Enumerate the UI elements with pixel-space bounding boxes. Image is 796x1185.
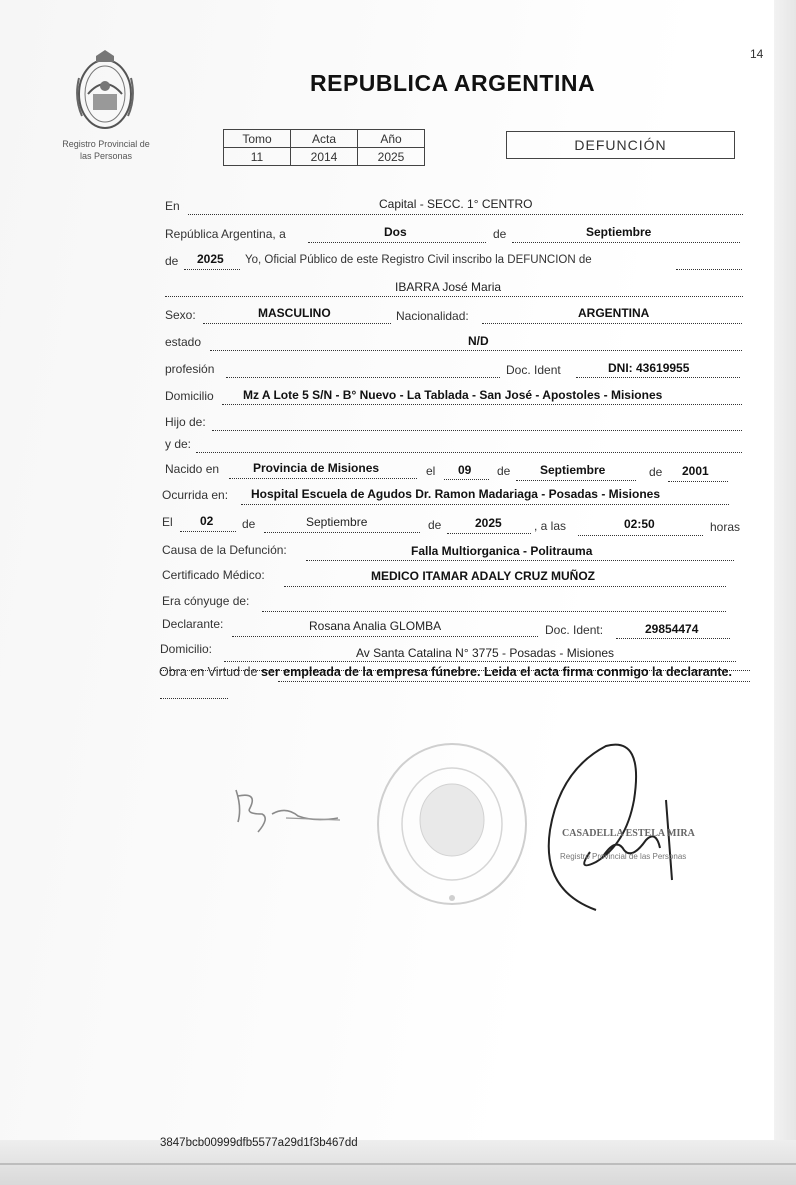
obra-paragraph (159, 664, 751, 680)
field-ocurrida-en: Hospital Escuela de Agudos Dr. Ramon Madariaga - Posadas - Misiones (251, 487, 660, 501)
label-nac-de2: de (649, 465, 663, 479)
line-oc-mes (264, 532, 420, 533)
registry-caption-line2: las Personas (79, 151, 133, 161)
field-anio: 2025 (197, 252, 224, 266)
line-yo-end (676, 269, 742, 270)
label-doc-ident2: Doc. Ident: (545, 623, 604, 637)
line-doc-ident (576, 377, 740, 378)
line-declarante-domicilio (224, 661, 736, 662)
field-hora: 02:50 (624, 517, 655, 531)
field-sexo: MASCULINO (258, 306, 331, 320)
line-ocurrida-en (241, 504, 729, 505)
registry-caption-line1: Registro Provincial de (62, 139, 150, 149)
registry-caption (56, 138, 156, 162)
line-oc-dia (180, 531, 236, 532)
label-certificado: Certificado Médico: (162, 568, 265, 582)
field-causa: Falla Multiorganica - Politrauma (411, 544, 593, 558)
label-domicilio: Domicilio (165, 389, 214, 403)
field-nombre: IBARRA José Maria (395, 280, 502, 294)
line-nac-mes (516, 480, 636, 481)
line-declarante (232, 636, 538, 637)
declarant-signature (228, 782, 348, 842)
field-nac-mes: Septiembre (540, 463, 606, 477)
field-lugar: Capital - SECC. 1° CENTRO (379, 197, 533, 211)
line-domicilio (222, 404, 742, 405)
label-de: de (493, 227, 507, 241)
page-number: 14 (750, 47, 764, 61)
label-profesion: profesión (165, 362, 215, 376)
acta-header: Acta (291, 130, 358, 148)
label-a-las: , a las (534, 519, 567, 533)
line-certificado (284, 586, 726, 587)
obra-label: Obra en Virtud de (159, 665, 258, 679)
line-nacionalidad (482, 323, 742, 324)
field-oc-dia: 02 (200, 514, 214, 528)
stamp-subtitle: Registro Provincial de las Personas (560, 852, 687, 861)
anio-value: 2025 (358, 148, 425, 166)
line-y-de (196, 452, 742, 453)
line-causa (306, 560, 734, 561)
line-hijo-de (212, 430, 742, 431)
field-estado: N/D (468, 334, 489, 348)
label-y-de: y de: (165, 437, 192, 451)
line-oc-anio (447, 533, 531, 534)
field-mes: Septiembre (586, 225, 652, 239)
label-conyuge: Era cónyuge de: (162, 594, 250, 608)
field-declarante: Rosana Analia GLOMBA (309, 619, 442, 633)
line-obra-2 (160, 698, 228, 699)
label-sexo: Sexo: (165, 308, 196, 322)
anio-header: Año (358, 130, 425, 148)
field-nac-anio: 2001 (682, 464, 709, 478)
label-estado: estado (165, 335, 202, 349)
field-domicilio: Mz A Lote 5 S/N - B° Nuevo - La Tablada - San José - Apostoles - Misiones (243, 388, 663, 402)
label-ocurrida-en: Ocurrida en: (162, 488, 229, 502)
coat-of-arms-icon (66, 48, 144, 134)
label-oc-de1: de (242, 517, 256, 531)
line-nac-anio (668, 481, 728, 482)
field-certificado: MEDICO ITAMAR ADALY CRUZ MUÑOZ (371, 569, 595, 583)
label-en: En (165, 199, 180, 213)
label-el: el (426, 464, 436, 478)
field-nacido-en: Provincia de Misiones (253, 461, 380, 475)
label-domicilio2: Domicilio: (160, 642, 213, 656)
document-title: REPUBLICA ARGENTINA (310, 70, 596, 96)
label-de2: de (165, 254, 179, 268)
label-doc-ident: Doc. Ident (506, 363, 561, 377)
line-obra-1 (278, 681, 750, 682)
scan-bottom-line (0, 1163, 796, 1165)
field-declarante-domicilio: Av Santa Catalina N° 3775 - Posadas - Misiones (356, 646, 615, 660)
record-table (223, 129, 425, 166)
label-oc-de2: de (428, 518, 442, 532)
label-yo: Yo, Oficial Público de este Registro Civil inscribo la DEFUNCION de (245, 254, 592, 266)
line-estado (210, 350, 742, 351)
page-edge (774, 0, 796, 1185)
tomo-header: Tomo (224, 130, 291, 148)
label-nac-de1: de (497, 464, 511, 478)
label-el2: El (162, 515, 173, 529)
label-nacido-en: Nacido en (165, 462, 220, 476)
line-nac-dia (444, 479, 489, 480)
obra-text: ser empleada de la empresa fúnebre. Leida el acta firma conmigo la declarante. (260, 665, 732, 679)
line-profesion (226, 377, 500, 378)
field-oc-anio: 2025 (475, 516, 502, 530)
label-horas: horas (710, 520, 741, 534)
line-lugar (188, 214, 743, 215)
field-dia: Dos (384, 225, 407, 239)
line-nacido-en (229, 478, 417, 479)
record-type-box: DEFUNCIÓN (506, 131, 735, 159)
record-value-row (224, 148, 425, 166)
line-anio (184, 269, 240, 270)
tomo-value: 11 (224, 148, 291, 166)
registry-seal (372, 738, 532, 913)
line-declarante-doc (616, 638, 730, 639)
field-nac-dia: 09 (458, 463, 472, 477)
line-mes (512, 242, 740, 243)
label-nacionalidad: Nacionalidad: (396, 309, 469, 323)
line-nombre (165, 296, 743, 297)
acta-value: 2014 (291, 148, 358, 166)
label-republica: República Argentina, a (165, 227, 286, 241)
field-doc-ident: DNI: 43619955 (608, 361, 690, 375)
line-conyuge (262, 611, 726, 612)
record-header-row (224, 130, 425, 148)
field-declarante-doc: 29854474 (645, 622, 699, 636)
label-causa: Causa de la Defunción: (162, 543, 287, 557)
field-nacionalidad: ARGENTINA (578, 306, 650, 320)
stamp-name: CASADELLA ESTELA MIRA (562, 828, 695, 839)
line-dia (308, 242, 486, 243)
field-oc-mes: Septiembre (306, 515, 368, 529)
line-hora (578, 535, 703, 536)
label-hijo-de: Hijo de: (165, 415, 206, 429)
footer-hash: 3847bcb00999dfb5577a29d1f3b467dd (160, 1137, 358, 1149)
label-declarante: Declarante: (162, 617, 224, 631)
line-sexo (203, 323, 391, 324)
